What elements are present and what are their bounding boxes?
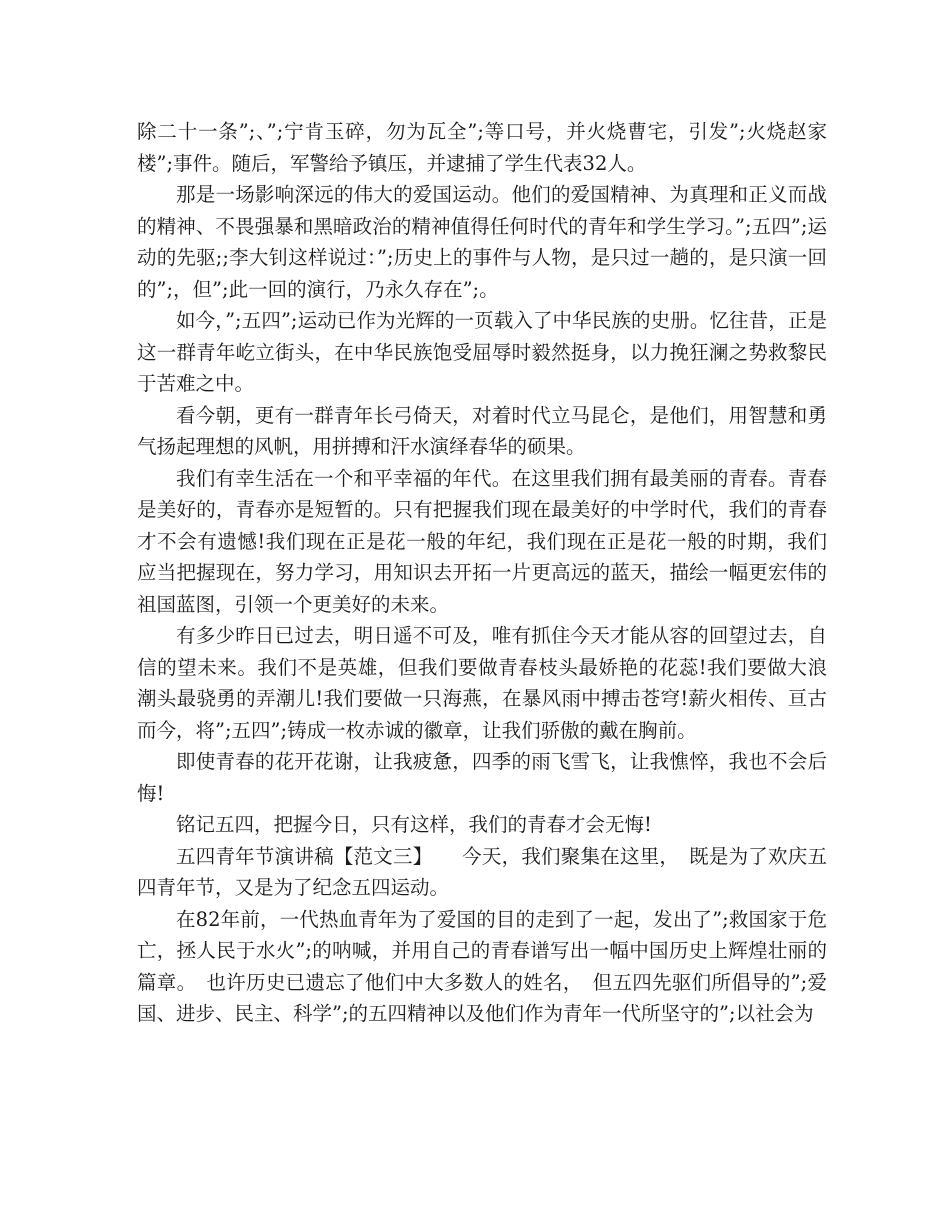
paragraph-6: 有多少昨日已过去，明日遥不可及，唯有抓住今天才能从容的回望过去，自信的望未来。我们不是英雄，但我们要做青春枝头最娇艳的花蕊!我们要做大浪潮头最骁勇的弄潮儿!我们要做一只海燕，在暴风雨中搏击苍穹!薪火相传、亘古而今，将”;五四”;铸成一枚赤诚的徽章，让我们骄傲的戴在胸前。 bbox=[137, 624, 827, 742]
paragraph-9: 五四青年节演讲稿【范文三】 今天，我们聚集在这里， 既是为了欢庆五四青年节，又是为了纪念五四运动。 bbox=[137, 844, 827, 899]
paragraph-5: 我们有幸生活在一个和平幸福的年代。在这里我们拥有最美丽的青春。青春是美好的，青春亦是短暂的。只有把握我们现在最美好的中学时代，我们的青春才不会有遗憾!我们现在正是花一般的年纪，我们现在正是花一般的时期，我们应当把握现在，努力学习，用知识去开拓一片更高远的蓝天，描绘一幅更宏伟的祖国蓝图，引领一个更美好的未来。 bbox=[137, 466, 827, 616]
paragraph-8: 铭记五四，把握今日，只有这样，我们的青春才会无悔! bbox=[176, 813, 652, 836]
paragraph-7: 即使青春的花开花谢，让我疲惫，四季的雨飞雪飞，让我憔悴，我也不会后悔! bbox=[137, 750, 827, 805]
paragraph-2: 那是一场影响深远的伟大的爱国运动。他们的爱国精神、为真理和正义而战的精神、不畏强暴和黑暗政治的精神值得任何时代的青年和学生学习。”;五四”;运动的先驱;;李大钊这样说过：”;历史上的事件与人物，是只过一趟的，是只演一回的”;，但”;此一回的演行，乃永久存在”;。 bbox=[137, 183, 828, 301]
paragraph-3: 如今，”;五四”;运动已作为光辉的一页载入了中华民族的史册。忆往昔，正是这一群青年屹立街头，在中华民族饱受屈辱时毅然挺身，以力挽狂澜之势救黎民于苦难之中。 bbox=[137, 309, 827, 395]
paragraph-10: 在82年前，一代热血青年为了爱国的目的走到了一起，发出了”;救国家于危亡，拯人民于水火”;的呐喊，并用自己的青春谱写出一幅中国历史上辉煌壮丽的篇章。 也许历史已遗忘了他们中大多数人的姓名， 但五四先驱们所倡导的”;爱国、进步、民主、科学”;的五四精神以及他们作为青年一代所坚守的”;以社会为 bbox=[137, 907, 827, 1025]
document-page bbox=[137, 116, 827, 1030]
paragraph-1: 除二十一条”;、”;宁肯玉碎，勿为瓦全”;等口号，并火烧曹宅，引发”;火烧赵家楼”;事件。随后，军警给予镇压，并逮捕了学生代表32人。 bbox=[137, 120, 827, 175]
paragraph-4: 看今朝，更有一群青年长弓倚天，对着时代立马昆仑，是他们，用智慧和勇气扬起理想的风帆，用拼搏和汗水演绎春华的硕果。 bbox=[137, 403, 827, 458]
